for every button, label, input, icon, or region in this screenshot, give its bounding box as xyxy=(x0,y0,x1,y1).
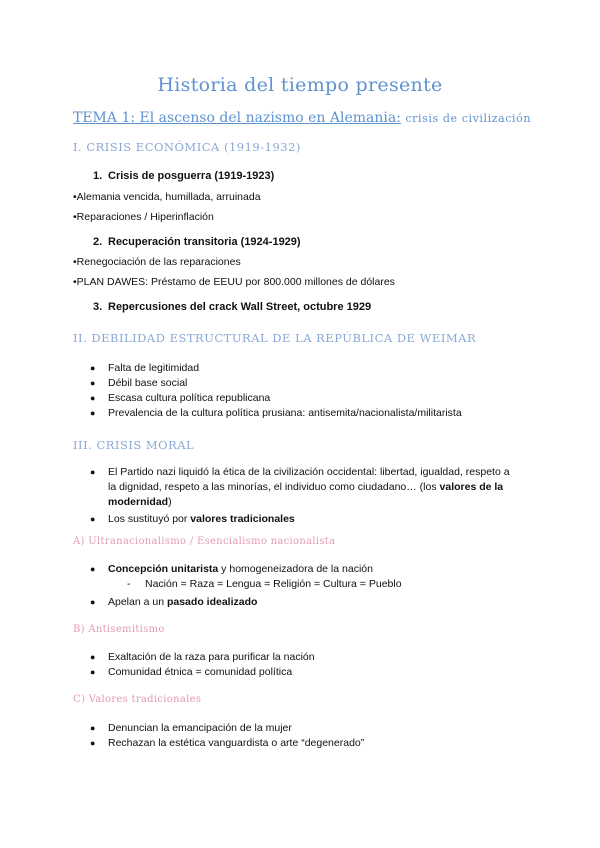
list-item: ● Rechazan la estética vanguardista o arte “degenerado” xyxy=(90,737,365,749)
numbered-item-2: 2. Recuperación transitoria (1924-1929) xyxy=(93,236,301,248)
list-item: ● Prevalencia de la cultura política prusiana: antisemita/nacionalista/militarista xyxy=(90,407,462,419)
list-item: ● El Partido nazi liquidó la ética de la civilización occidental: libertad, igualdad, respeto a la dignidad, respeto a las minorías, el individuo como ciudadano… (los valores de la modernidad) xyxy=(90,466,510,508)
list-item: ● Falta de legitimidad xyxy=(90,362,200,374)
tema-subtitle: crisis de civilización xyxy=(405,112,532,125)
section3-heading: III. CRISIS MORAL xyxy=(73,438,195,452)
list-item: ● Exaltación de la raza para purificar la nación xyxy=(90,651,315,663)
text-line: •Alemania vencida, humillada, arruinada xyxy=(73,191,261,203)
section1-heading: I. CRISIS ECONÓMICA (1919-1932) xyxy=(73,140,301,154)
text-line: •Reparaciones / Hiperinflación xyxy=(73,211,214,223)
list-item: ● Apelan a un pasado idealizado xyxy=(90,596,258,608)
list-item: ● Concepción unitarista y homogeneizadora de la nación xyxy=(90,563,373,575)
list-item: ● Débil base social xyxy=(90,377,188,389)
text-line: •Renegociación de las reparaciones xyxy=(73,256,241,268)
document-title: Historia del tiempo presente xyxy=(157,74,443,96)
subsection-b-heading: B) Antisemitismo xyxy=(73,624,165,635)
numbered-item-3: 3. Repercusiones del crack Wall Street, octubre 1929 xyxy=(93,301,372,313)
list-item: ● Denuncian la emancipación de la mujer xyxy=(90,722,292,734)
list-item: ● Comunidad étnica = comunidad política xyxy=(90,666,293,678)
tema-label: TEMA 1: El ascenso del nazismo en Alemania: xyxy=(73,110,401,126)
list-item: ● Escasa cultura política republicana xyxy=(90,392,271,404)
text-line: •PLAN DAWES: Préstamo de EEUU por 800.000 millones de dólares xyxy=(73,276,395,288)
tema-heading xyxy=(73,110,531,126)
sub-list-item: - Nación = Raza = Lengua = Religión = Cultura = Pueblo xyxy=(127,578,402,590)
numbered-item-1: 1. Crisis de posguerra (1919-1923) xyxy=(93,170,275,182)
subsection-a-heading: A) Ultranacionalismo / Esencialismo nacionalista xyxy=(73,536,336,547)
list-item: ● Los sustituyó por valores tradicionales xyxy=(90,513,295,525)
subsection-c-heading: C) Valores tradicionales xyxy=(73,694,202,705)
section2-heading: II. DEBILIDAD ESTRUCTURAL DE LA REPÚBLICA DE WEIMAR xyxy=(73,331,477,345)
